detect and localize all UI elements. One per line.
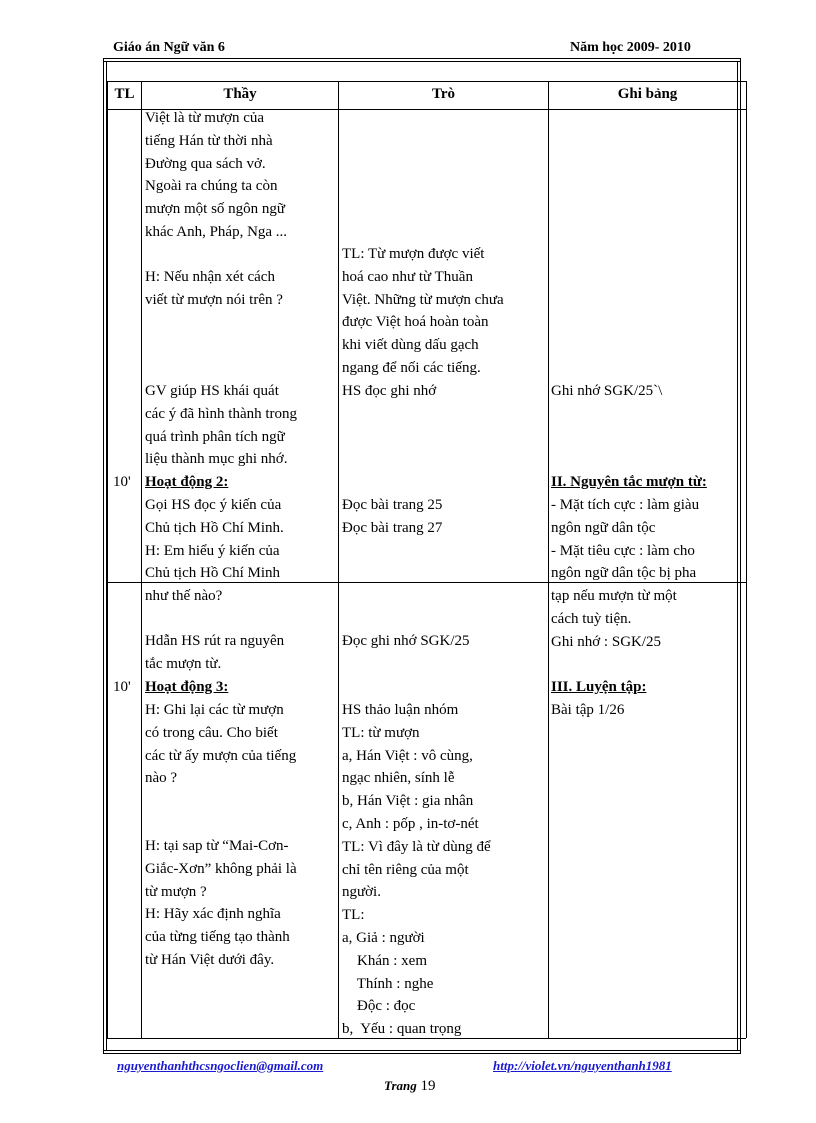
row2-tro-text-b: HS thảo luận nhóm TL: từ mượn a, Hán Việt : vô cùng, ngạc nhiên, sính lễ b, Hán Việt : gia nhân c, Anh : pốp , in-tơ-nét TL: Vì đây là từ dùng để chỉ tên riêng của một người. TL: a, Giả : người Khán : xem Thính : nghe Độc : đọc b, Yếu : quan trọng (342, 702, 491, 1038)
row1-ghi-heading: II. Nguyên tắc mượn từ: (551, 474, 707, 490)
row1-thay-text-c: GV giúp HS khái quát các ý đã hình thành trong quá trình phân tích ngữ liệu thành mục ghi nhớ. (145, 383, 298, 468)
row1-thay-heading: Hoạt động 2: (145, 474, 229, 490)
row2-thay-text-a: như thế nào? (145, 588, 223, 604)
row1-time: 10' (113, 474, 131, 490)
col-header-tro: Trò (431, 86, 456, 102)
header-title: Giáo án Ngữ văn 6 (113, 40, 225, 55)
page-number (384, 1078, 436, 1095)
row1-thay-text-d: Gọi HS đọc ý kiến của Chủ tịch Hồ Chí Minh. H: Em hiểu ý kiến của Chủ tịch Hồ Chí Minh (145, 497, 284, 582)
footer-url-link[interactable]: http://violet.vn/nguyenthanh1981 (493, 1058, 672, 1073)
row2-ghi-text-b: Bài tập 1/26 (551, 702, 625, 718)
col-header-thay: Thầy (223, 86, 257, 102)
row2-thay-text-c: H: Ghi lại các từ mượn có trong câu. Cho biết các từ ấy mượn của tiếng nào ? (145, 702, 297, 787)
row1-tro-text-b: Đọc bài trang 25 Đọc bài trang 27 (342, 497, 443, 536)
row2-thay-heading: Hoạt động 3: (145, 679, 229, 695)
row2-ghi-text-a: tạp nếu mượn từ một cách tuỳ tiện. Ghi nhớ : SGK/25 (551, 588, 677, 650)
col-header-ghi: Ghi bảng (617, 86, 678, 102)
row2-thay-text-b: Hdẫn HS rút ra nguyên tắc mượn từ. (145, 633, 285, 672)
footer-email-link[interactable]: nguyenthanhthcsngoclien@gmail.com (117, 1058, 324, 1073)
row1-ghi-text-b: - Mặt tích cực : làm giàu ngôn ngữ dân tộc - Mặt tiêu cực : làm cho ngôn ngữ dân tộc bị pha (551, 497, 700, 582)
row2-ghi-heading: III. Luyện tập: (551, 679, 647, 695)
row2-tro-text-a: Đọc ghi nhớ SGK/25 (342, 633, 470, 649)
row1-ghi-text-a: Ghi nhớ SGK/25`\ (551, 383, 663, 399)
row1-tro-text-a: TL: Từ mượn được viết hoá cao như từ Thuần Việt. Những từ mượn chưa được Việt hoá hoàn toàn khi viết dùng dấu gạch ngang để nối các tiếng. HS đọc ghi nhớ (342, 246, 504, 399)
header-year: Năm học 2009- 2010 (570, 40, 691, 55)
page-number-value: 19 (420, 1078, 436, 1094)
col-header-tl: TL (114, 86, 135, 102)
row1-thay-text-a: Việt là từ mượn của tiếng Hán từ thời nhà Đường qua sách vở. Ngoài ra chúng ta còn mượn một số ngôn ngữ khác Anh, Pháp, Nga ... (145, 110, 288, 240)
row1-thay-question: H: Nếu nhận xét cách viết từ mượn nói trên ? (145, 269, 283, 308)
row2-thay-text-d: H: tại sap từ “Mai-Cơn- Giắc-Xơn” không phải là từ mượn ? H: Hãy xác định nghĩa của từng tiếng tạo thành từ Hán Việt dưới đây. (145, 838, 297, 968)
row2-time: 10' (113, 679, 131, 695)
page-label: Trang (384, 1078, 417, 1093)
